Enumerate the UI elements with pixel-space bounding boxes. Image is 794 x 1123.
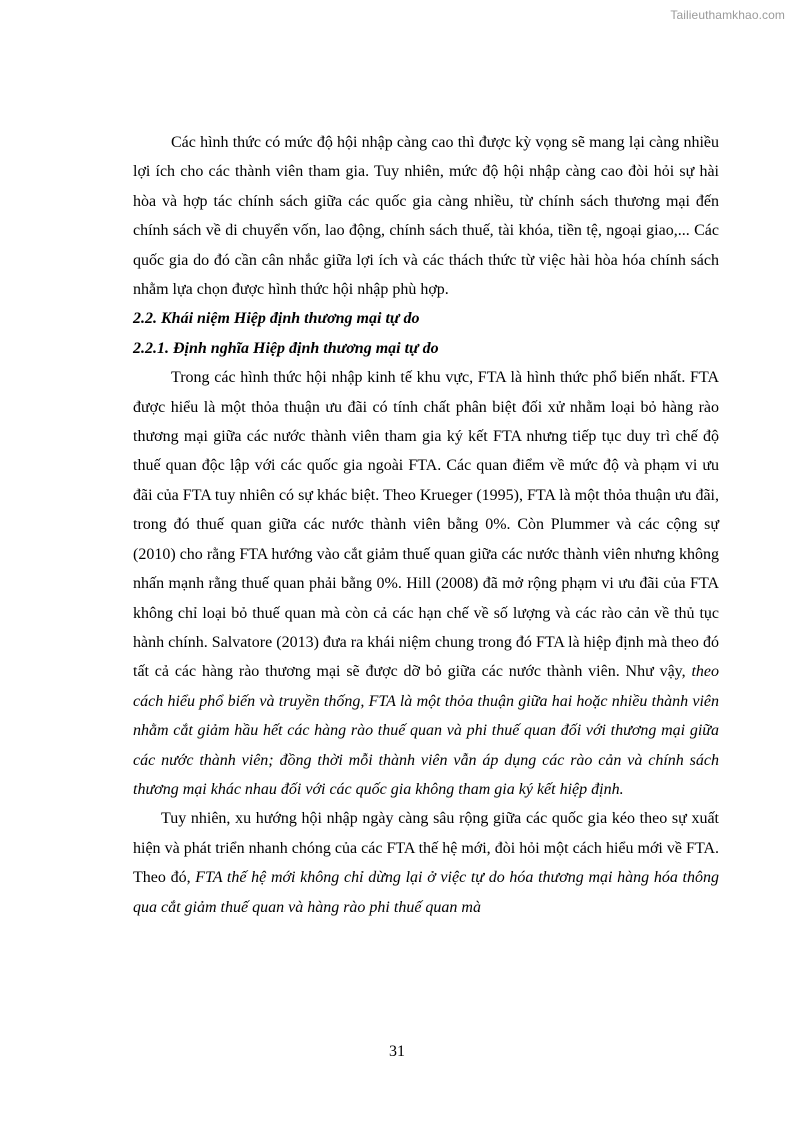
paragraph-integration-forms: Các hình thức có mức độ hội nhập càng cao thì được kỳ vọng sẽ mang lại càng nhiều lợi ích cho các thành viên tham gia. Tuy nhiên, mức độ hội nhập càng cao đòi hỏi sự hài hòa và hợp tác chính sách giữa các quốc gia càng nhiều, từ chính sách thương mại đến chính sách về di chuyển vốn, lao động, chính sách thuế, tài khóa, tiền tệ, ngoại giao,... Các quốc gia do đó cần cân nhắc giữa lợi ích và các thách thức từ việc hài hòa hóa chính sách nhằm lựa chọn được hình thức hội nhập phù hợp. [133,134,719,299]
paragraph-new-generation-normal: Tuy nhiên, xu hướng hội nhập ngày càng sâu rộng giữa các quốc gia kéo theo sự xuất hiện và phát triển nhanh chóng của các FTA thế hệ mới, đòi hỏi một cách hiểu mới về FTA. Theo đó, [133,810,719,887]
paragraph-new-generation-fta [133,804,719,922]
paragraph-fta-definition-normal: Trong các hình thức hội nhập kinh tế khu vực, FTA là hình thức phổ biến nhất. FTA được hiểu là một thỏa thuận ưu đãi có tính chất phân biệt đối xử nhằm loại bỏ hàng rào thương mại giữa các nước thành viên tham gia ký kết FTA nhưng tiếp tục duy trì chế độ thuế quan độc lập với các quốc gia ngoài FTA. Các quan điểm về mức độ và phạm vi ưu đãi của FTA tuy nhiên có sự khác biệt. Theo Krueger (1995), FTA là một thỏa thuận ưu đãi, trong đó thuế quan giữa các nước thành viên bằng 0%. Còn Plummer và các cộng sự (2010) cho rằng FTA hướng vào cắt giảm thuế quan giữa các nước thành viên nhưng không nhấn mạnh rằng thuế quan phải bằng 0%. Hill (2008) đã mở rộng phạm vi ưu đãi của FTA không chỉ loại bỏ thuế quan mà còn cả các hạn chế về số lượng và các rào cản về thủ tục hành chính. Salvatore (2013) đưa ra khái niệm chung trong đó FTA là hiệp định mà theo đó tất cả các hàng rào thương mại sẽ được dỡ bỏ giữa các nước thành viên. Như vậy, [133,369,719,681]
paragraph-new-generation-italic: FTA thế hệ mới không chỉ dừng lại ở việc tự do hóa thương mại hàng hóa thông qua cắt giảm thuế quan và hàng rào phi thuế quan mà [133,869,720,916]
subsection-heading-2-2-1: 2.2.1. Định nghĩa Hiệp định thương mại tự do [133,339,439,357]
section-heading-2-2: 2.2. Khái niệm Hiệp định thương mại tự do [133,310,420,328]
page-number: 31 [389,1043,405,1060]
paragraph-fta-definition-italic: theo cách hiểu phổ biến và truyền thống, FTA là một thỏa thuận giữa hai hoặc nhiều thành viên nhằm cắt giảm hầu hết các hàng rào thuế quan và phi thuế quan đối với thương mại giữa các nước thành viên; đồng thời mỗi thành viên vẫn áp dụng các rào cản và chính sách thương mại khác nhau đối với các quốc gia không tham gia ký kết hiệp định. [133,663,719,798]
watermark-text: Tailieuthamkhao.com [670,8,785,22]
document-body [133,128,719,922]
paragraph-fta-definition [133,363,719,804]
